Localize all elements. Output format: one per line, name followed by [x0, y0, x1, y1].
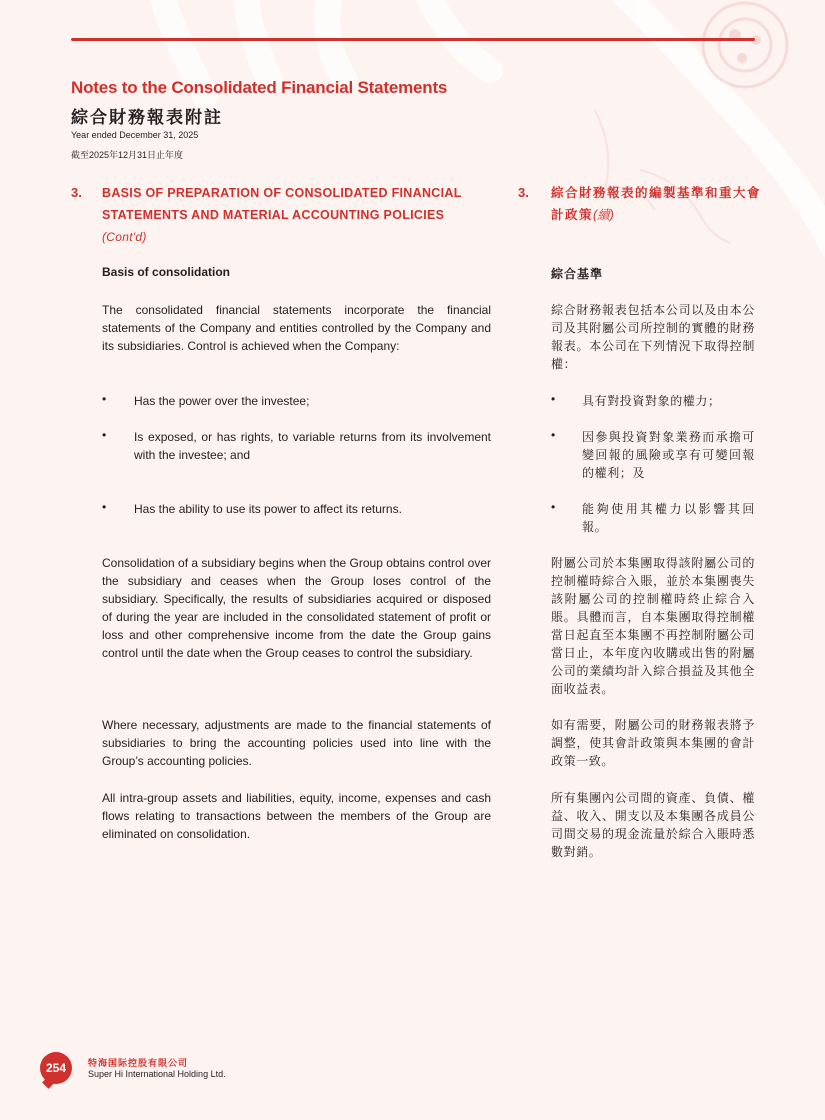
bullet-en-3: • — [102, 500, 107, 514]
page-number: 254 — [45, 1061, 67, 1075]
bullet-text-en-3: Has the ability to use its power to affect its returns. — [134, 502, 402, 516]
bullet-en-1: • — [102, 392, 107, 406]
bullet-cn-2: • — [551, 428, 556, 442]
page-title-cn: 綜合財務報表附註 — [71, 108, 223, 127]
intro-paragraph-en: The consolidated financial statements incorporate the financial statements of the Company and entities controlled by the Company and its subsidiaries. Control is achieved when the Company: — [102, 303, 491, 353]
bullet-text-cn-3: 能夠使用其權力以影響其回報。 — [582, 502, 755, 534]
elimination-paragraph-en: All intra-group assets and liabilities, equity, income, expenses and cash flows relating to transactions between the members of the Group are eliminated on consolidation. — [102, 791, 491, 841]
header-rule — [71, 38, 755, 41]
consolidation-paragraph-en: Consolidation of a subsidiary begins when the Group obtains control over the subsidiary and ceases when the Group loses control of the subsidiary. Specifically, the results of subsidiaries acquired or disposed of during the year are included in the consolidated statement of profit or loss and other comprehensive income from the date the Group gains control until the date when the Group ceases to control the subsidiary. — [102, 556, 491, 660]
subheading-en: Basis of consolidation — [102, 265, 231, 279]
bullet-en-2: • — [102, 428, 107, 442]
consolidation-paragraph-cn: 附屬公司於本集團取得該附屬公司的控制權時綜合入賬，並於本集團喪失該附屬公司的控制權時終止綜合入賬。具體而言，自本集團取得控制權當日起直至本集團不再控制附屬公司當日止，本年度內收購或出售的附屬公司的業績均計入綜合損益及其他全面收益表。 — [551, 556, 755, 696]
section-title-cn — [551, 182, 761, 226]
section-title-en-text: BASIS OF PREPARATION OF CONSOLIDATED FINANCIAL STATEMENTS AND MATERIAL ACCOUNTING POLICIES — [102, 186, 462, 222]
intro-paragraph-cn: 綜合財務報表包括本公司以及由本公司及其附屬公司所控制的實體的財務報表。本公司在下列情況下取得控制權： — [551, 303, 755, 371]
company-name-en: Super Hi International Holding Ltd. — [88, 1069, 226, 1079]
adjustments-paragraph-en: Where necessary, adjustments are made to the financial statements of subsidiaries to bring the accounting policies used into line with the Group’s accounting policies. — [102, 718, 491, 768]
section-contd-cn: (續) — [593, 208, 614, 222]
bullet-text-en-2: Is exposed, or has rights, to variable returns from its involvement with the investee; and — [134, 430, 491, 462]
bullet-text-cn-1: 具有對投資對象的權力； — [582, 394, 721, 408]
page-number-badge — [40, 1052, 72, 1084]
company-name-cn: 特海国际控股有限公司 — [88, 1058, 189, 1068]
subheading-cn: 綜合基準 — [551, 267, 604, 281]
adjustments-paragraph-cn: 如有需要，附屬公司的財務報表將予調整，使其會計政策與本集團的會計政策一致。 — [551, 718, 755, 768]
elimination-paragraph-cn: 所有集團內公司間的資產、負債、權益、收入、開支以及本集團各成員公司間交易的現金流量於綜合入賬時悉數對銷。 — [551, 791, 755, 859]
section-number-cn: 3. — [518, 185, 529, 200]
period-en: Year ended December 31, 2025 — [71, 130, 199, 140]
bullet-cn-3: • — [551, 500, 556, 514]
badge-tail — [42, 1076, 55, 1089]
bullet-text-en-1: Has the power over the investee; — [134, 394, 310, 408]
section-title-en — [102, 182, 494, 248]
section-contd-en: (Cont'd) — [102, 230, 147, 244]
bullet-text-cn-2: 因參與投資對象業務而承擔可變回報的風險或享有可變回報的權利；及 — [582, 430, 755, 480]
page-title-en: Notes to the Consolidated Financial Statements — [71, 78, 448, 97]
bullet-cn-1: • — [551, 392, 556, 406]
section-title-cn-text: 綜合財務報表的編製基準和重大會計政策 — [551, 186, 762, 222]
period-cn: 截至2025年12月31日止年度 — [71, 150, 184, 160]
section-number-en: 3. — [71, 185, 82, 200]
